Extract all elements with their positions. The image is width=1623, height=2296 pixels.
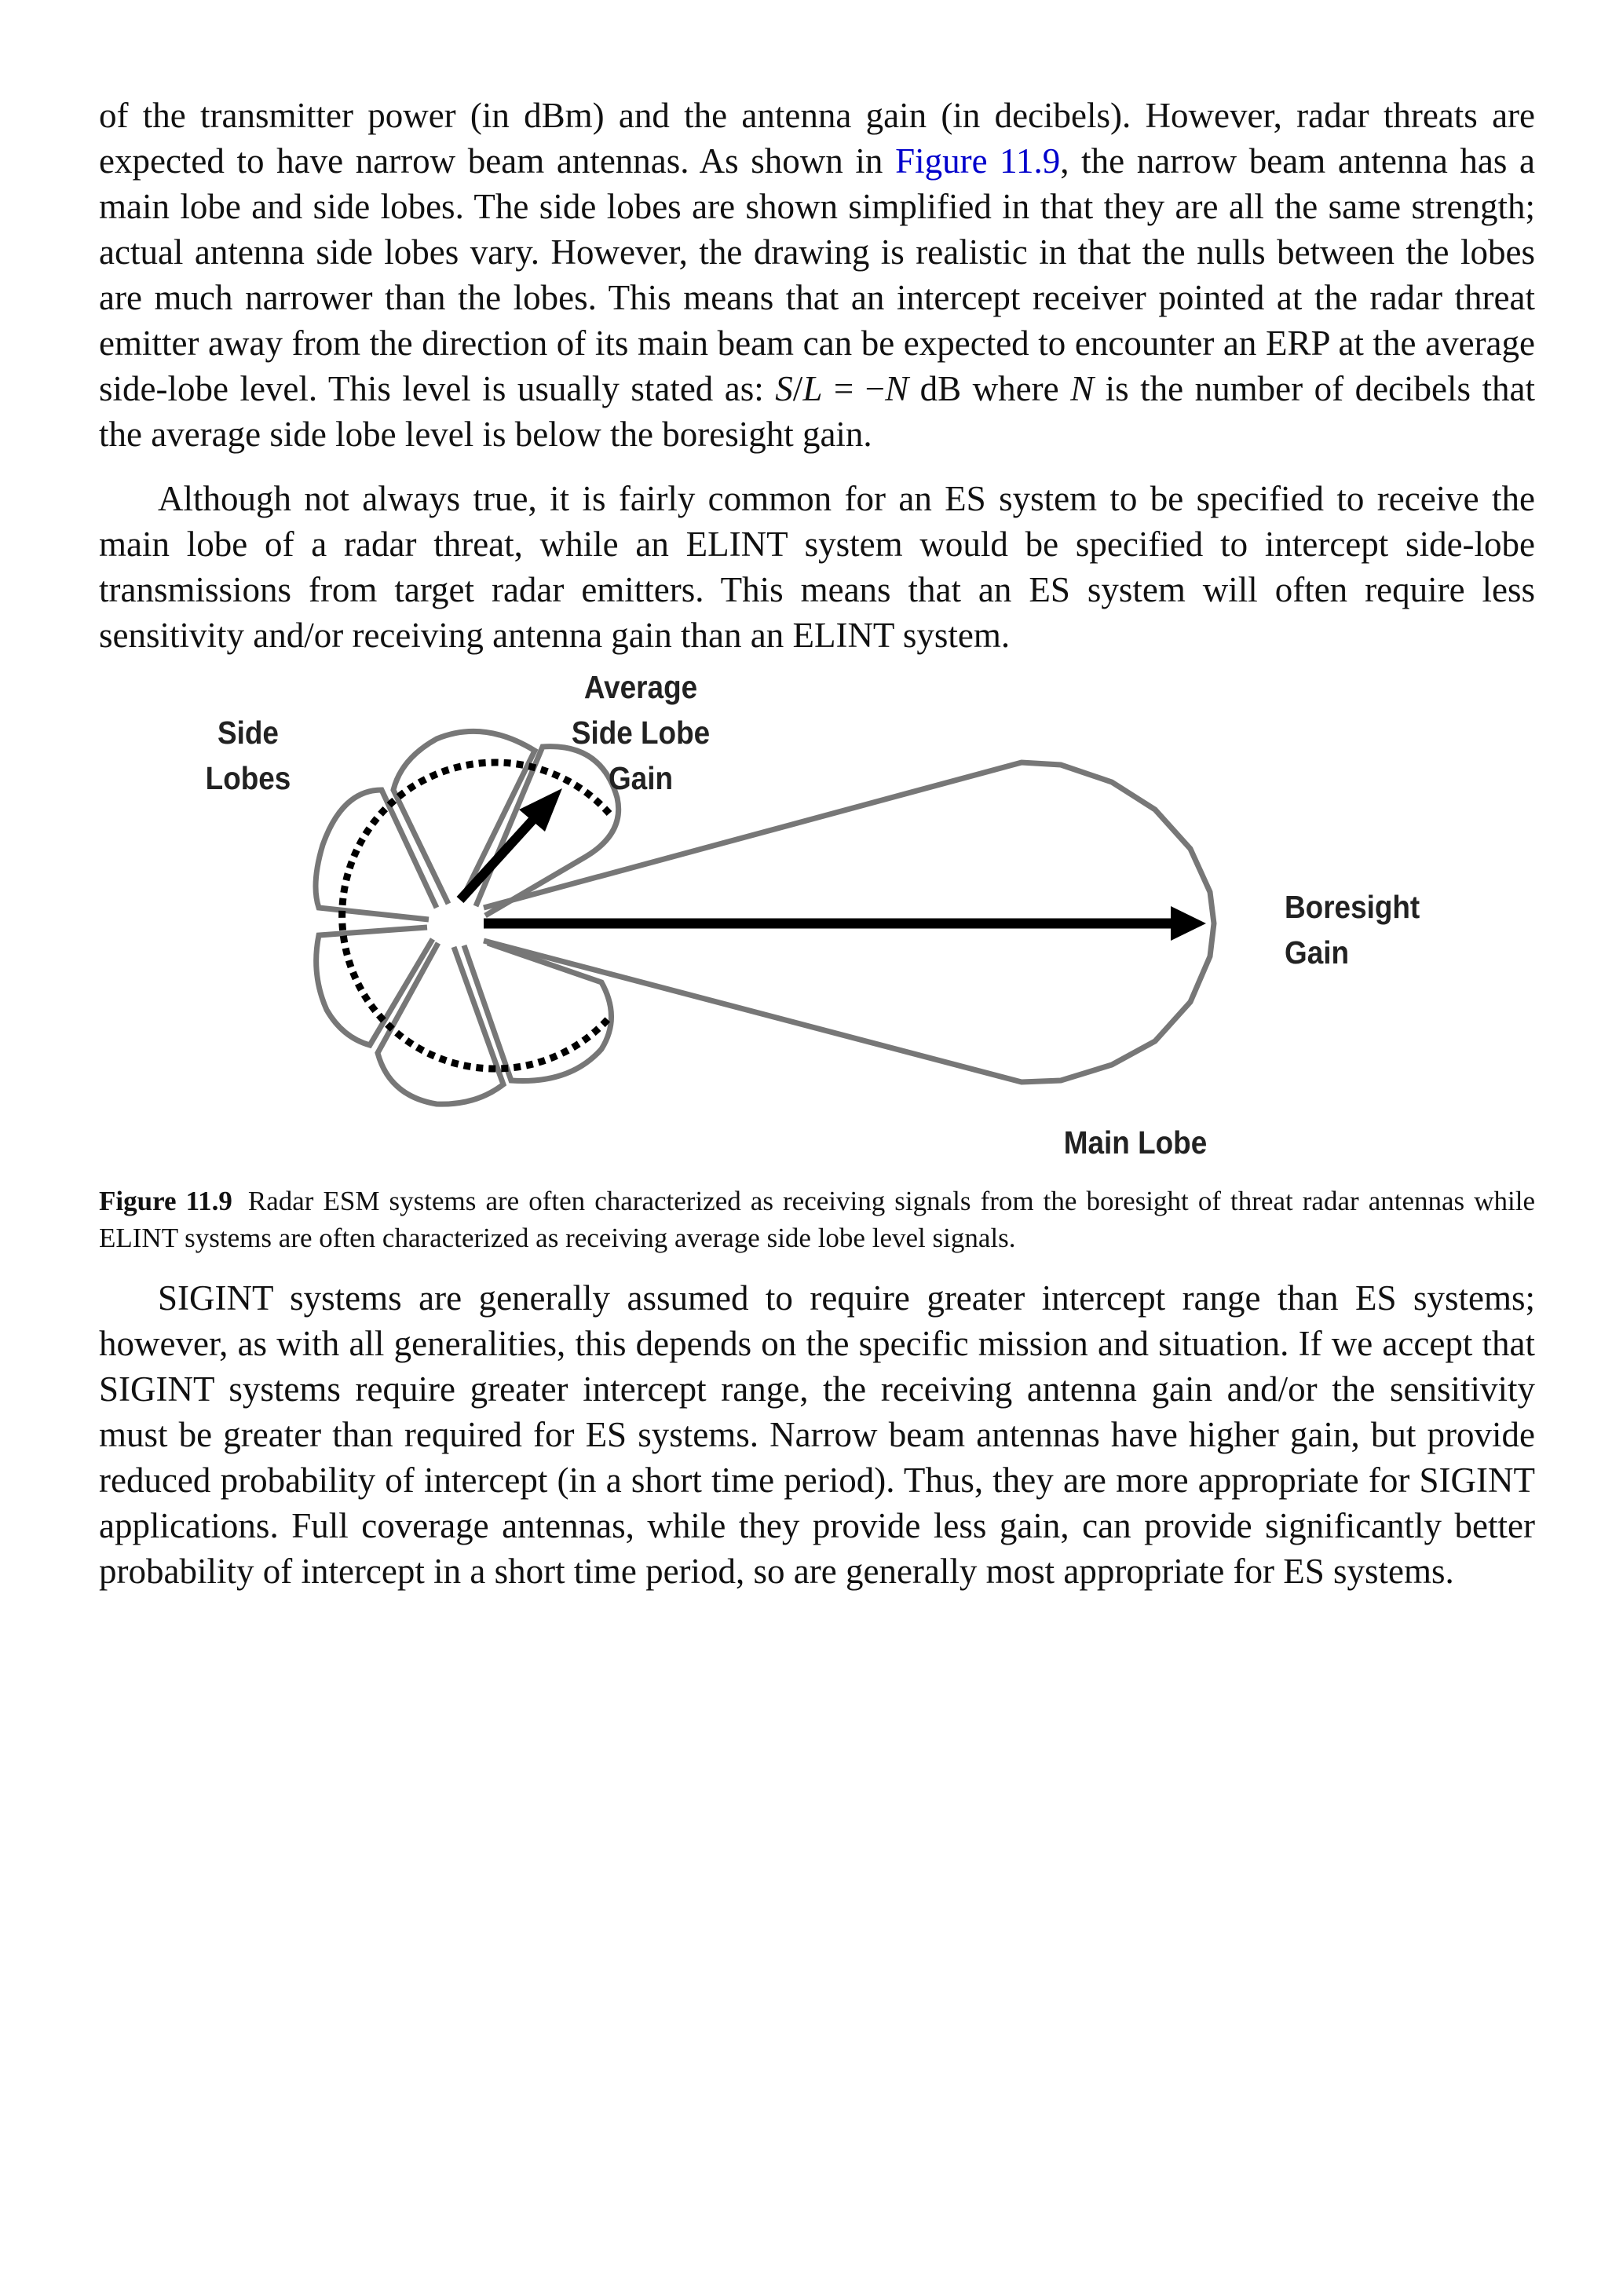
paragraph-es-elint: Although not always true, it is fairly common for an ES system to be specified to receive the main lobe of a radar threat, while an ELINT system would be specified to intercept side-lobe transmissions from target radar emitters. This means that an ES system will often require less sensitivity and/or receiving antenna gain than an ELINT system.: [99, 479, 1535, 655]
side-lobes-label: Side Lobes: [205, 715, 291, 796]
paragraph-sigint: SIGINT systems are generally assumed to require greater intercept range than ES systems; however, as with all generalities, this depends on the specific mission and situation. If we accept that SIGINT systems require greater intercept range, the receiving antenna gain and/or the sensitivity must be greater than required for ES systems. Narrow beam antennas have higher gain, but provide reduced probability of intercept (in a short time period). Thus, they are more appropriate for SIGINT applications. Full coverage antennas, while they provide less gain, can provide significantly better probability of intercept in a short time period, so are generally most appropriate for ES systems.: [99, 1278, 1535, 1591]
main-lobe-label: Main Lobe: [1063, 1124, 1208, 1161]
antenna-pattern-figure: [99, 669, 1535, 1175]
boresight-gain-label: Boresight Gain: [1285, 889, 1420, 971]
boresight-arrow-head: [1171, 906, 1206, 941]
paragraph-erp: of the transmitter power (in dBm) and the antenna gain (in decibels). However, radar threats are expected to have narrow beam antennas. As shown in Figure 11.9, the narrow beam antenna has a main lobe and side lobes. The side lobes are shown simplified in that they are all the same strength; actual antenna side lobes vary. However, the drawing is realistic in that the nulls between the lobes are much narrower than the lobes. This means that an intercept receiver pointed at the radar threat emitter away from the direction of its main beam can be expected to encounter an ERP at the average side-lobe level. This level is usually stated as: S/L = −N dB where N is the number of decibels that the average side lobe level is below the boresight gain.: [99, 96, 1536, 454]
caption-number: Figure 11.9: [99, 1186, 232, 1216]
caption-text: Radar ESM systems are often characterized as receiving signals from the boresight of threat radar antennas while ELINT systems are often characterized as receiving average side lobe level signals.: [99, 1186, 1535, 1253]
document-page: [99, 93, 1535, 1613]
figure-link[interactable]: Figure 11.9: [895, 141, 1061, 181]
average-side-lobe-gain-label: Average Side Lobe Gain: [571, 669, 711, 796]
figure-caption: [99, 1183, 1535, 1256]
